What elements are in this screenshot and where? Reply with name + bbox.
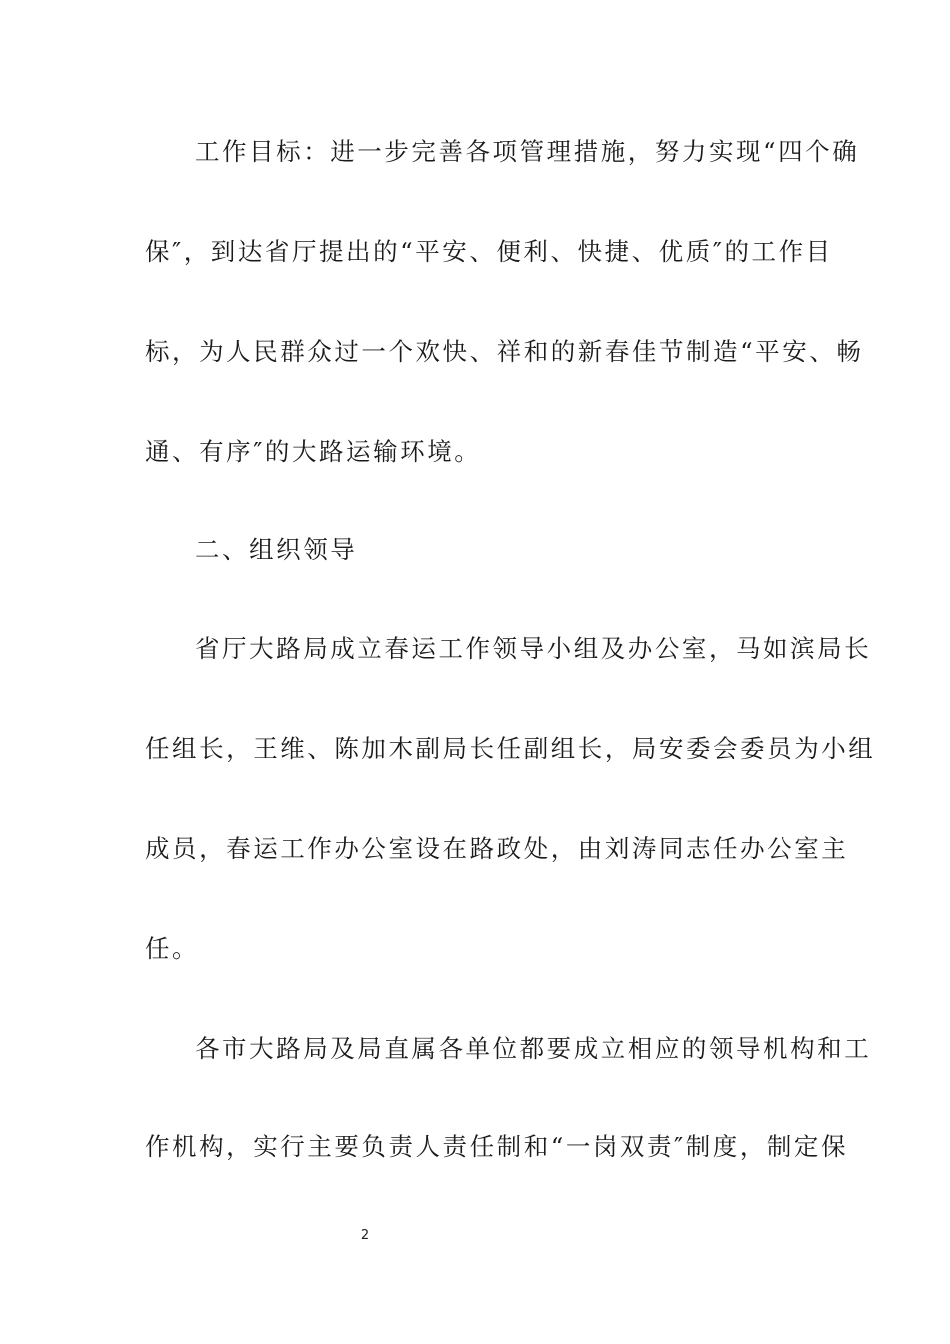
paragraph-line: 通、有序″的大路运输环境。 bbox=[145, 437, 482, 466]
paragraph-line: 省厅大路局成立春运工作领导小组及办公室，马如滨局长 bbox=[195, 634, 872, 663]
paragraph-line: 成员，春运工作办公室设在路政处，由刘涛同志任办公室主 bbox=[145, 834, 849, 863]
page-number: 2 bbox=[360, 1228, 370, 1243]
paragraph-line: 工作目标：进一步完善各项管理措施，努力实现“四个确 bbox=[195, 137, 860, 166]
paragraph-line: 各市大路局及局直属各单位都要成立相应的领导机构和工 bbox=[195, 1034, 872, 1063]
paragraph-line: 作机构，实行主要负责人责任制和“一岗双责″制度，制定保 bbox=[145, 1132, 849, 1161]
paragraph-line: 标，为人民群众过一个欢快、祥和的新春佳节制造“平安、畅 bbox=[145, 337, 864, 366]
paragraph-line: 保″，到达省厅提出的“平安、便利、快捷、优质″的工作目 bbox=[145, 237, 833, 266]
section-heading: 二、组织领导 bbox=[195, 535, 358, 564]
paragraph-line: 任。 bbox=[145, 934, 200, 963]
paragraph-line: 任组长，王维、陈加木副局长任副组长，局安委会委员为小组 bbox=[145, 734, 876, 763]
